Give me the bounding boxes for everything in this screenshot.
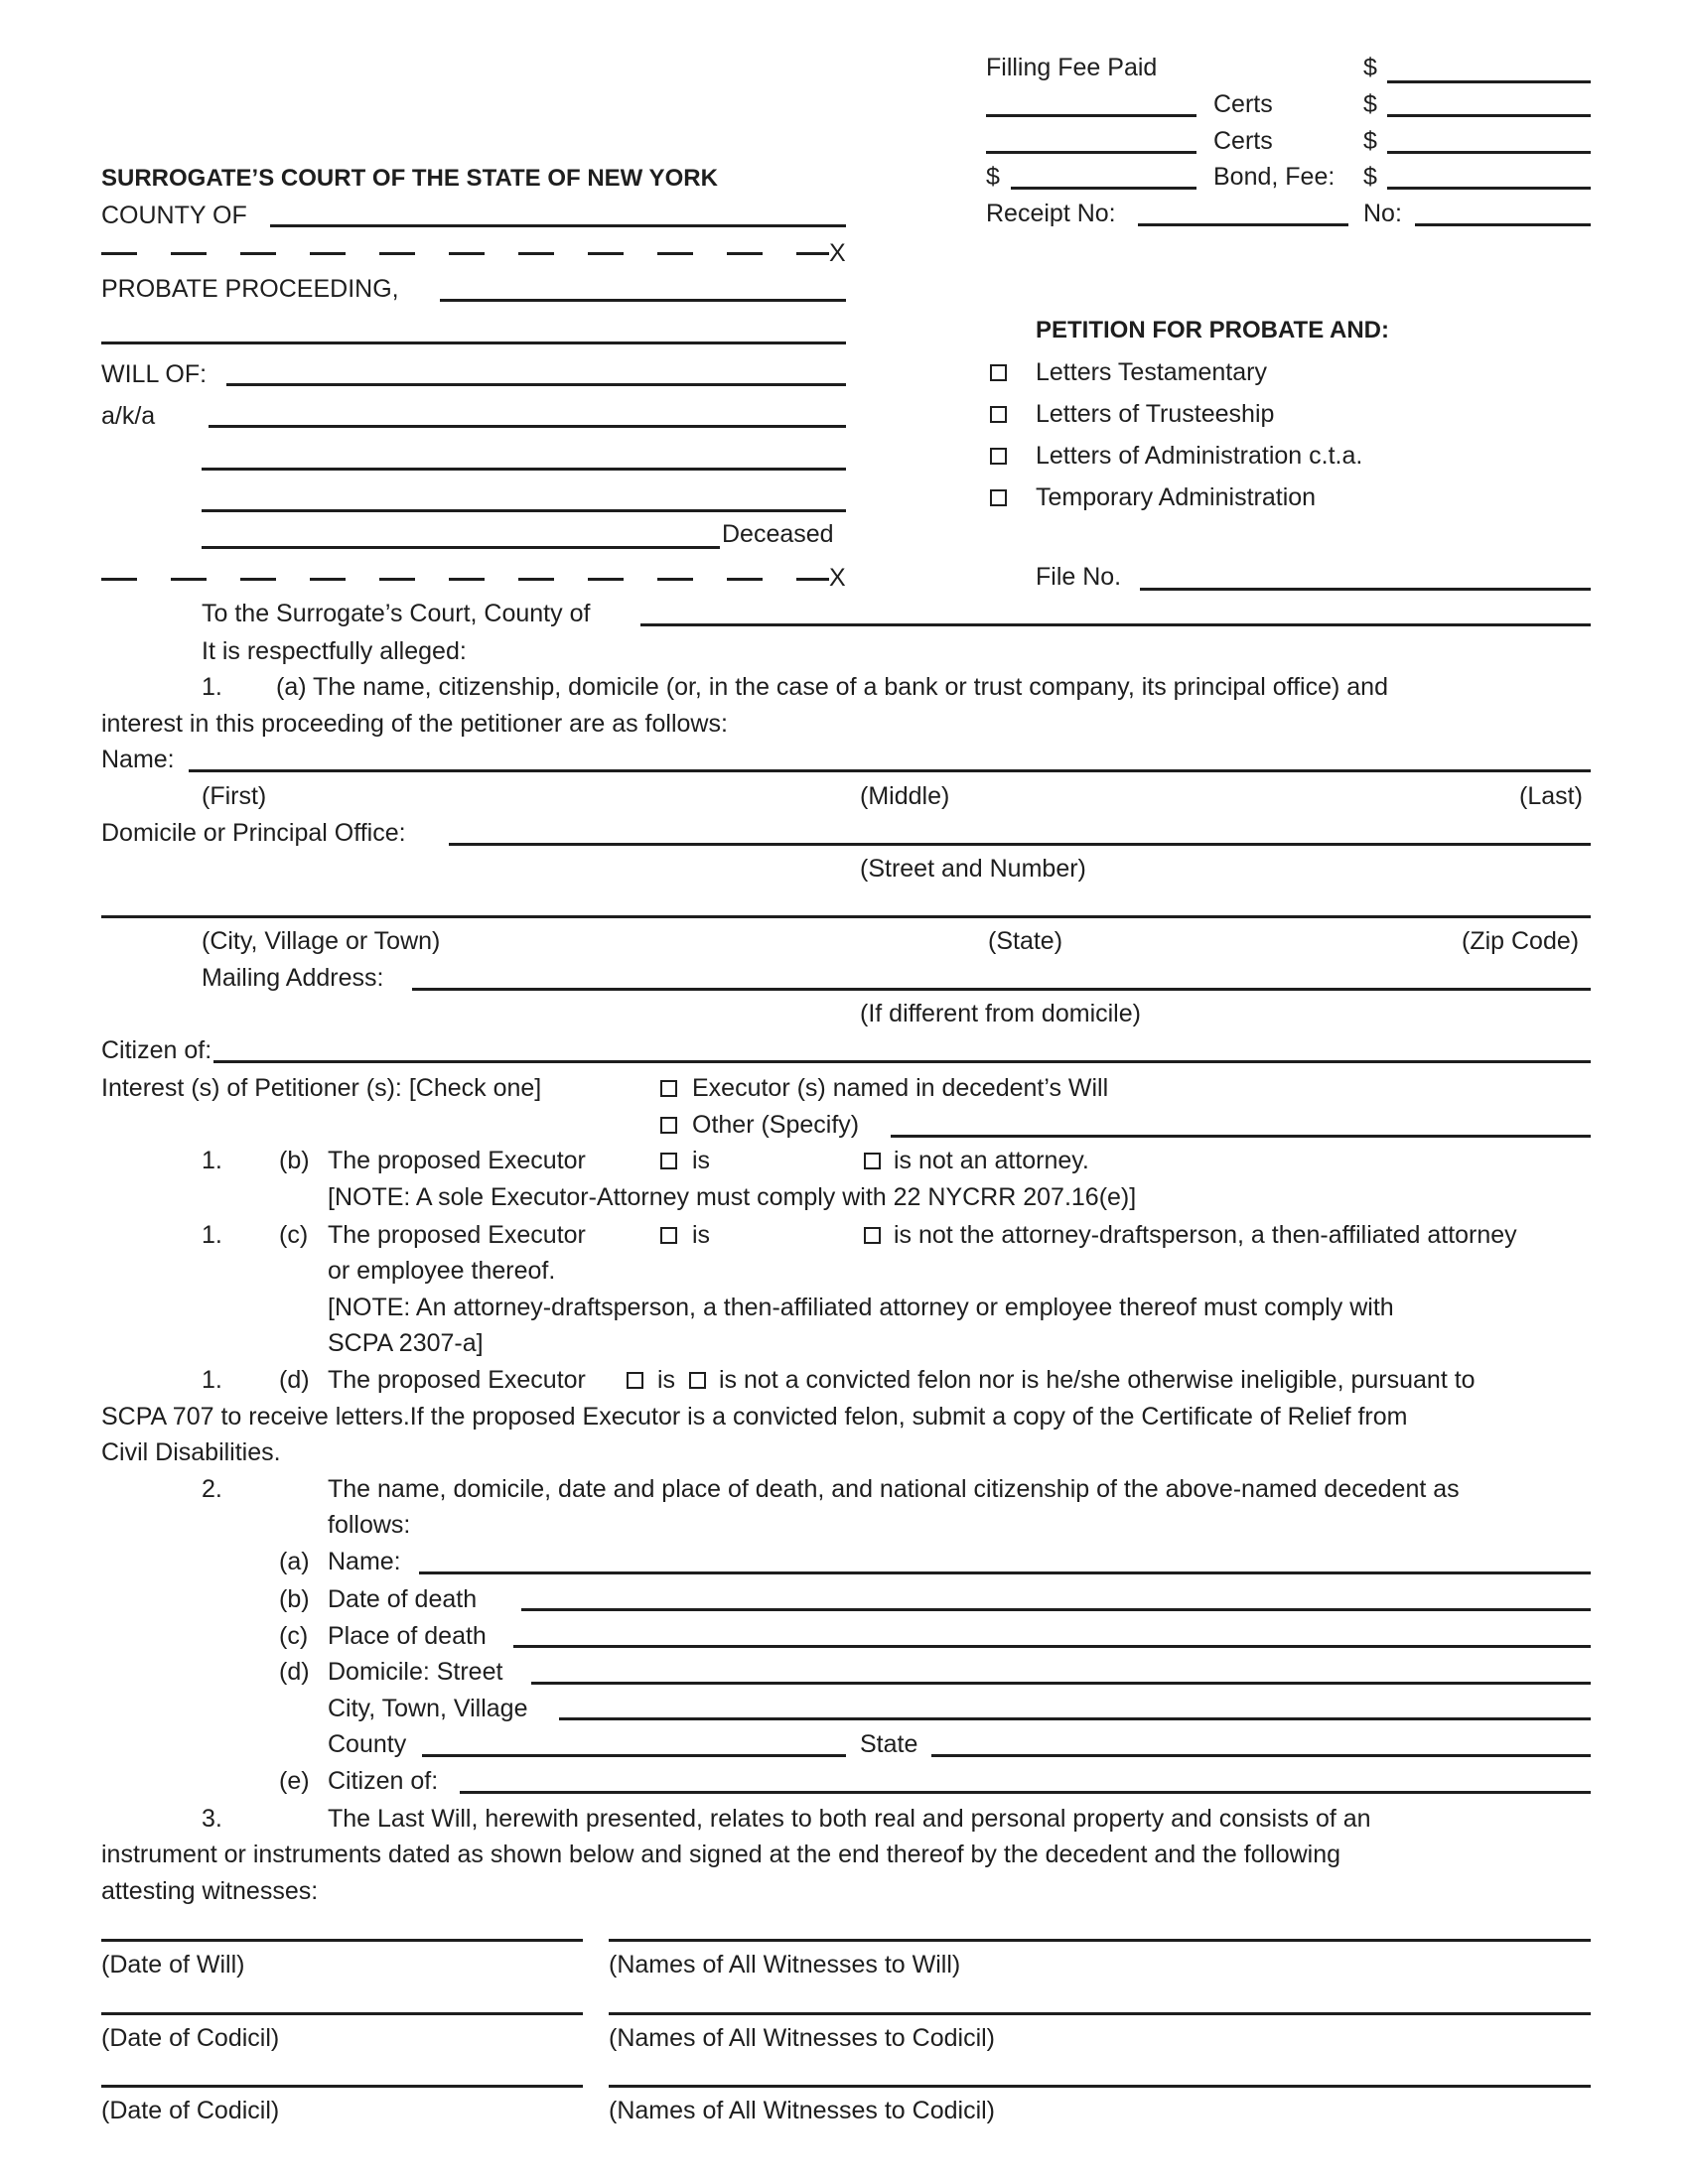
dollar-sign: $: [1363, 90, 1377, 118]
first-hint: (First): [202, 782, 267, 810]
option-label: Letters of Trusteeship: [1036, 400, 1275, 428]
section-number: 1.: [202, 673, 222, 701]
domicile-street-field[interactable]: [531, 1682, 1591, 1685]
section-2-text-cont: follows:: [328, 1511, 411, 1539]
x-mark: X: [829, 239, 846, 267]
executor-is-draftsperson-checkbox[interactable]: [660, 1227, 677, 1244]
court-county-field[interactable]: [640, 623, 1591, 626]
temporary-administration-checkbox[interactable]: [990, 489, 1007, 506]
decedent-citizen-field[interactable]: [460, 1791, 1591, 1794]
no-field[interactable]: [1415, 223, 1591, 226]
section-3-text: The Last Will, herewith presented, relates to both real and personal property and consists of an: [328, 1805, 1371, 1833]
codicil-witnesses-field-2[interactable]: [609, 2085, 1591, 2088]
mailing-address-field[interactable]: [412, 988, 1591, 991]
interest-label: Interest (s) of Petitioner (s): [Check one]: [101, 1074, 542, 1102]
letters-testamentary-checkbox[interactable]: [990, 364, 1007, 381]
is-label: is: [657, 1366, 676, 1394]
letters-administration-cta-checkbox[interactable]: [990, 448, 1007, 465]
executor-not-draftsperson-checkbox[interactable]: [864, 1227, 881, 1244]
county-of-label: COUNTY OF: [101, 202, 247, 229]
middle-hint: (Middle): [860, 782, 950, 810]
section-number: 2.: [202, 1475, 222, 1503]
interest-option-label: Executor (s) named in decedent’s Will: [692, 1074, 1109, 1102]
certs-label-2: Certs: [1213, 127, 1273, 155]
court-title: SURROGATE’S COURT OF THE STATE OF NEW YORK: [101, 165, 718, 192]
caption-divider: [101, 578, 829, 581]
last-hint: (Last): [1519, 782, 1583, 810]
place-of-death-field[interactable]: [513, 1645, 1591, 1648]
other-specify-field[interactable]: [891, 1135, 1591, 1138]
certs-label-1: Certs: [1213, 90, 1273, 118]
filing-fee-field[interactable]: [1387, 80, 1591, 83]
aka-label: a/k/a: [101, 402, 156, 430]
city-town-village-label: City, Town, Village: [328, 1695, 528, 1722]
item-letter: (b): [279, 1585, 310, 1613]
certs-count-field-1[interactable]: [986, 114, 1196, 117]
if-different-hint: (If different from domicile): [860, 1000, 1141, 1027]
subsection-letter: (b): [279, 1147, 310, 1174]
bond-fee-field[interactable]: [1387, 187, 1591, 190]
date-hint: (Date of Codicil): [101, 2097, 280, 2124]
city-state-zip-field[interactable]: [101, 915, 1591, 918]
interest-option-label: Other (Specify): [692, 1111, 860, 1139]
probate-proceeding-field[interactable]: [440, 299, 846, 302]
option-label: Letters Testamentary: [1036, 358, 1267, 386]
filing-fee-label: Filling Fee Paid: [986, 54, 1158, 81]
dollar-sign: $: [1363, 54, 1377, 81]
option-label: Letters of Administration c.t.a.: [1036, 442, 1363, 470]
will-of-label: WILL OF:: [101, 360, 208, 388]
city-hint: (City, Village or Town): [202, 927, 441, 955]
witness-hint: (Names of All Witnesses to Will): [609, 1951, 961, 1979]
note-text: [NOTE: A sole Executor-Attorney must comply with 22 NYCRR 207.16(e)]: [328, 1183, 1137, 1211]
aka-field-1[interactable]: [209, 425, 846, 428]
other-specify-checkbox[interactable]: [660, 1117, 677, 1134]
will-of-field[interactable]: [226, 383, 846, 386]
date-of-death-label: Date of death: [328, 1585, 478, 1613]
caption-divider: [101, 252, 829, 255]
section-3-text-line3: attesting witnesses:: [101, 1877, 319, 1905]
domicile-street-label: Domicile: Street: [328, 1658, 503, 1686]
date-of-codicil-field-2[interactable]: [101, 2085, 583, 2088]
is-not-label: is not the attorney-draftsperson, a then-affiliated attorney: [894, 1221, 1517, 1249]
decedent-county-field[interactable]: [422, 1754, 846, 1757]
witness-hint: (Names of All Witnesses to Codicil): [609, 2097, 996, 2124]
executor-attorney-text: The proposed Executor: [328, 1147, 586, 1174]
executor-not-attorney-checkbox[interactable]: [864, 1153, 881, 1169]
section-3-text-line2: instrument or instruments dated as shown below and signed at the end thereof by the decedent and the following: [101, 1841, 1341, 1868]
date-hint: (Date of Will): [101, 1951, 245, 1979]
certs-amount-field-2[interactable]: [1387, 151, 1591, 154]
state-hint: (State): [988, 927, 1063, 955]
witness-hint: (Names of All Witnesses to Codicil): [609, 2024, 996, 2052]
note-text: [NOTE: An attorney-draftsperson, a then-affiliated attorney or employee thereof must comply with: [328, 1294, 1394, 1321]
decedent-citizen-label: Citizen of:: [328, 1767, 439, 1795]
date-of-death-field[interactable]: [521, 1608, 1591, 1611]
to-court-label: To the Surrogate’s Court, County of: [202, 600, 591, 627]
felon-text-line2: SCPA 707 to receive letters.If the proposed Executor is a convicted felon, submit a copy of the Certificate of Relief from: [101, 1403, 1408, 1431]
codicil-witnesses-field-1[interactable]: [609, 2012, 1591, 2015]
certs-amount-field-1[interactable]: [1387, 114, 1591, 117]
street-number-hint: (Street and Number): [860, 855, 1086, 883]
item-letter: (a): [279, 1548, 310, 1575]
text-cont: or employee thereof.: [328, 1257, 556, 1285]
alleged-text: It is respectfully alleged:: [202, 637, 467, 665]
petitioner-name-field[interactable]: [189, 769, 1591, 772]
county-label: County: [328, 1730, 407, 1758]
executor-named-checkbox[interactable]: [660, 1080, 677, 1097]
felon-text-line3: Civil Disabilities.: [101, 1438, 281, 1466]
dollar-sign: $: [1363, 127, 1377, 155]
date-of-codicil-field-1[interactable]: [101, 2012, 583, 2015]
executor-draftsperson-text: The proposed Executor: [328, 1221, 586, 1249]
probate-proceeding-label: PROBATE PROCEEDING,: [101, 275, 399, 303]
executor-not-felon-checkbox[interactable]: [689, 1372, 706, 1389]
city-town-village-field[interactable]: [559, 1717, 1591, 1720]
item-letter: (d): [279, 1658, 310, 1686]
probate-proceeding-field-2[interactable]: [101, 341, 846, 344]
section-number: 3.: [202, 1805, 222, 1833]
item-letter: (e): [279, 1767, 310, 1795]
executor-is-felon-checkbox[interactable]: [627, 1372, 643, 1389]
letters-trusteeship-checkbox[interactable]: [990, 406, 1007, 423]
dollar-sign: $: [1363, 163, 1377, 191]
item-letter: (c): [279, 1622, 309, 1650]
certs-count-field-2[interactable]: [986, 151, 1196, 154]
no-label: No:: [1363, 200, 1402, 227]
option-label: Temporary Administration: [1036, 483, 1317, 511]
file-no-field[interactable]: [1140, 588, 1591, 591]
subsection-letter: (d): [279, 1366, 310, 1394]
is-label: is: [692, 1147, 711, 1174]
citizen-label: Citizen of:: [101, 1036, 212, 1064]
receipt-no-field[interactable]: [1138, 223, 1348, 226]
file-no-label: File No.: [1036, 563, 1122, 591]
domicile-field[interactable]: [449, 843, 1591, 846]
aka-field-3[interactable]: [202, 509, 846, 512]
felon-text-after: is not a convicted felon nor is he/she otherwise ineligible, pursuant to: [719, 1366, 1476, 1394]
is-not-label: is not an attorney.: [894, 1147, 1089, 1174]
domicile-label: Domicile or Principal Office:: [101, 819, 406, 847]
mailing-address-label: Mailing Address:: [202, 964, 384, 992]
receipt-no-label: Receipt No:: [986, 200, 1116, 227]
county-field[interactable]: [270, 224, 846, 227]
deceased-label: Deceased: [722, 520, 834, 548]
executor-is-attorney-checkbox[interactable]: [660, 1153, 677, 1169]
section-2-text: The name, domicile, date and place of death, and national citizenship of the above-named decedent as: [328, 1475, 1460, 1503]
decedent-state-field[interactable]: [931, 1754, 1591, 1757]
zip-hint: (Zip Code): [1462, 927, 1580, 955]
section-number: 1.: [202, 1366, 222, 1394]
date-of-will-field[interactable]: [101, 1939, 583, 1942]
felon-text: The proposed Executor: [328, 1366, 586, 1394]
is-label: is: [692, 1221, 711, 1249]
citizen-field[interactable]: [213, 1060, 1591, 1063]
aka-field-4[interactable]: [202, 546, 720, 549]
aka-field-2[interactable]: [202, 468, 846, 471]
note-text-cont: SCPA 2307-a]: [328, 1329, 484, 1357]
state-label: State: [860, 1730, 918, 1758]
bond-fee-label: Bond, Fee:: [1213, 163, 1336, 191]
name-label: Name:: [101, 746, 175, 773]
decedent-name-label: Name:: [328, 1548, 401, 1575]
section-1a-text: (a) The name, citizenship, domicile (or, in the case of a bank or trust company, its principal office) and: [276, 673, 1388, 701]
section-number: 1.: [202, 1147, 222, 1174]
x-mark: X: [829, 564, 846, 592]
dollar-sign: $: [986, 163, 1000, 191]
section-1a-text-cont: interest in this proceeding of the petitioner are as follows:: [101, 710, 728, 738]
place-of-death-label: Place of death: [328, 1622, 487, 1650]
petition-heading: PETITION FOR PROBATE AND:: [1036, 317, 1389, 343]
date-hint: (Date of Codicil): [101, 2024, 280, 2052]
decedent-name-field[interactable]: [419, 1571, 1591, 1574]
section-number: 1.: [202, 1221, 222, 1249]
subsection-letter: (c): [279, 1221, 309, 1249]
will-witnesses-field[interactable]: [609, 1939, 1591, 1942]
bond-amount-field[interactable]: [1011, 187, 1196, 190]
